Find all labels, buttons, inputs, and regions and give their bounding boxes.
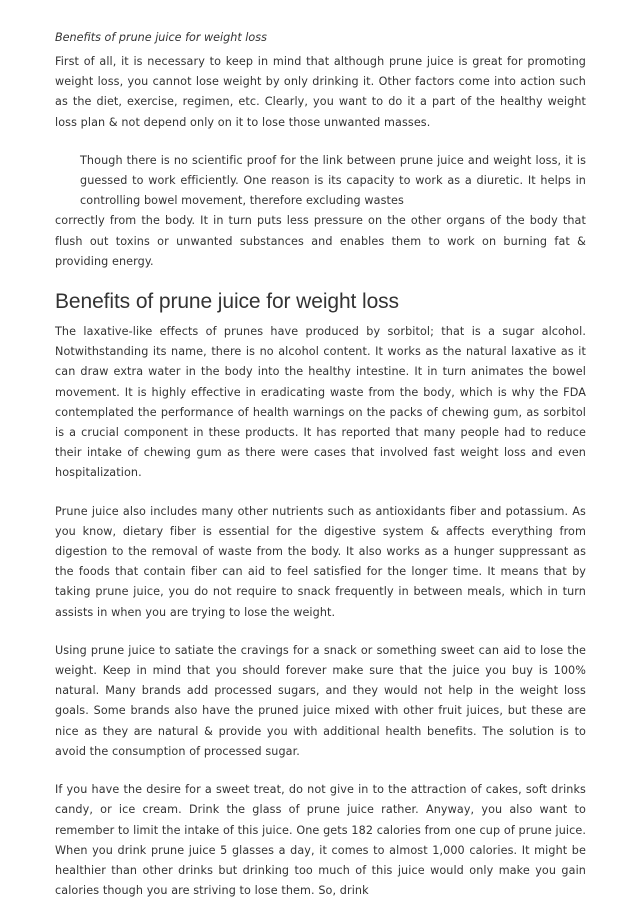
intro-paragraph: First of all, it is necessary to keep in mind that although prune juice is great for promoting weight loss, you cannot lose weight by only drinking it. Other factors come into action such as the diet, exercise, regimen, etc. Clearly, you want to do it a part of the healthy weight loss plan & not depend only on it to lose those unwanted masses. (55, 55, 586, 129)
indented-paragraph-lead: Though there is no scientific proof for the link between prune juice and weight loss, it is guessed to work efficiently. One reason is its capacity to work as a diuretic. It helps in controlling bowel movement, therefore excluding wastes (80, 153, 586, 208)
document-page (55, 28, 586, 919)
section-caption: Benefits of prune juice for weight loss (55, 31, 267, 44)
body-paragraph: Using prune juice to satiate the cravings for a snack or something sweet can aid to lose the weight. Keep in mind that you should forever make sure that the juice you buy is 100% natural. Many brands add processed sugars, and they would not help in the weight loss goals. Some brands also have the pruned juice mixed with other fruit juices, but these are nice as they are natural & provide you with additional health benefits. The solution is to avoid the consumption of processed sugar. (55, 643, 586, 758)
indented-paragraph-rest: correctly from the body. It in turn puts less pressure on the other organs of the body that flush out toxins or unwanted substances and enables them to work on burning fat & providing energy. (55, 214, 586, 268)
indented-paragraph (55, 151, 586, 272)
body-paragraph: The laxative-like effects of prunes have produced by sorbitol; that is a sugar alcohol. Notwithstanding its name, there is no alcohol content. It works as the natural laxative as it can draw extra water in the body into the healthy intestine. It in turn animates the bowel movement. It is highly effective in eradicating waste from the body, which is why the FDA contemplated the performance of health warnings on the packs of chewing gum, as sorbitol is a crucial component in these products. It has reported that many people had to reduce their intake of chewing gum as there were cases that involved fast weight loss and even hospitalization. (55, 325, 586, 480)
section-heading: Benefits of prune juice for weight loss (55, 290, 399, 314)
body-paragraph: Prune juice also includes many other nutrients such as antioxidants fiber and potassium. As you know, dietary fiber is essential for the digestive system & affects everything from digestion to the removal of waste from the body. It also works as a hunger suppressant as the foods that contain fiber can aid to feel satisfied for the longer time. It means that by taking prune juice, you do not require to snack frequently in between meals, which in turn assists in when you are trying to lose the weight. (55, 504, 586, 619)
body-paragraph: If you have the desire for a sweet treat, do not give in to the attraction of cakes, soft drinks candy, or ice cream. Drink the glass of prune juice rather. Anyway, you also want to remember to limit the intake of this juice. One gets 182 calories from one cup of prune juice. When you drink prune juice 5 glasses a day, it comes to almost 1,000 calories. It might be healthier than other drinks but drinking too much of this juice would only make you gain calories though you are striving to lose them. So, drink (55, 783, 586, 898)
